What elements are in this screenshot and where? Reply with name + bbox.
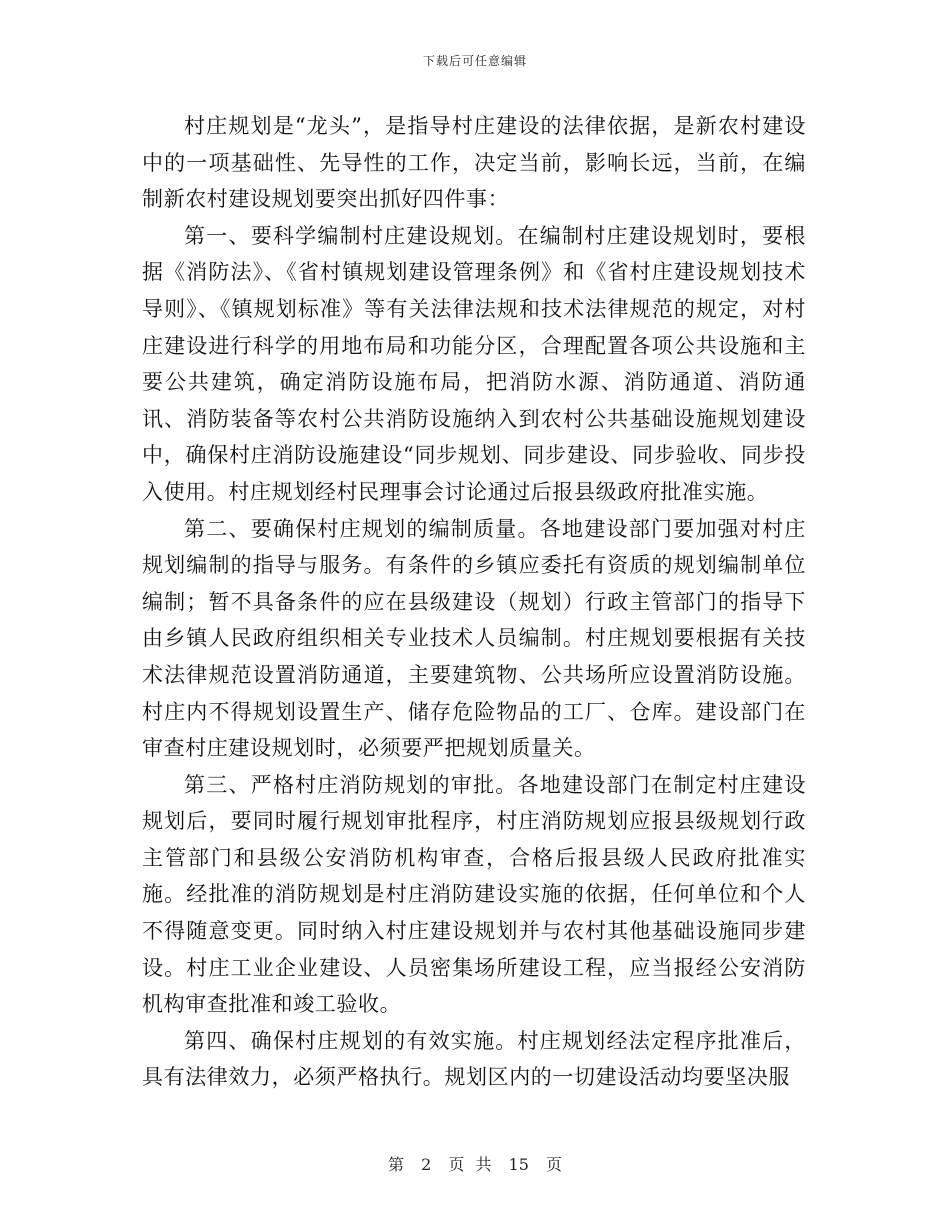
document-body xyxy=(142,108,806,1096)
paragraph-third: 第三、严格村庄消防规划的审批。各地建设部门在制定村庄建设规划后，要同时履行规划审批程序，村庄消防规划应报县级规划行政主管部门和县级公安消防机构审查，合格后报县级人民政府批准实施。经批准的消防规划是村庄消防建设实施的依据，任何单位和个人不得随意变更。同时纳入村庄建设规划并与农村其他基础设施同步建设。村庄工业企业建设、人员密集场所建设工程，应当报经公安消防机构审查批准和竣工验收。 xyxy=(142,772,806,1017)
paragraph-fourth: 第四、确保村庄规划的有效实施。村庄规划经法定程序批准后，具有法律效力，必须严格执行。规划区内的一切建设活动均要坚决服 xyxy=(142,1028,806,1090)
header-note: 下载后可任意编辑 xyxy=(422,54,527,68)
page-footer xyxy=(0,1152,950,1175)
footer-prefix: 第 xyxy=(387,1155,404,1174)
paragraph-intro: 村庄规划是“龙头”，是指导村庄建设的法律依据，是新农村建设中的一项基础性、先导性的工作，决定当前，影响长远，当前，在编制新农村建设规划要突出抓好四件事： xyxy=(142,114,806,212)
footer-total-pages: 15 xyxy=(508,1155,529,1174)
paragraph-second: 第二、要确保村庄规划的编制质量。各地建设部门要加强对村庄规划编制的指导与服务。有条件的乡镇应委托有资质的规划编制单位编制；暂不具备条件的应在县级建设（规划）行政主管部门的指导下由乡镇人民政府组织相关专业技术人员编制。村庄规划要根据有关技术法律规范设置消防通道，主要建筑物、公共场所应设置消防设施。村庄内不得规划设置生产、储存危险物品的工厂、仓库。建设部门在审查村庄建设规划时，必须要严把规划质量关。 xyxy=(142,516,806,761)
footer-suffix: 页 xyxy=(546,1155,563,1174)
footer-middle: 页 共 xyxy=(448,1155,492,1174)
paragraph-first: 第一、要科学编制村庄建设规划。在编制村庄建设规划时，要根据《消防法》、《省村镇规划建设管理条例》和《省村庄建设规划技术导则》、《镇规划标准》等有关法律法规和技术法律规范的规定，对村庄建设进行科学的用地布局和功能分区，合理配置各项公共设施和主要公共建筑，确定消防设施布局，把消防水源、消防通道、消防通讯、消防装备等农村公共消防设施纳入到农村公共基础设施规划建设中，确保村庄消防设施建设“同步规划、同步建设、同步验收、同步投入使用。村庄规划经村民理事会讨论通过后报县级政府批准实施。 xyxy=(142,223,806,504)
footer-page-number: 2 xyxy=(421,1155,432,1174)
